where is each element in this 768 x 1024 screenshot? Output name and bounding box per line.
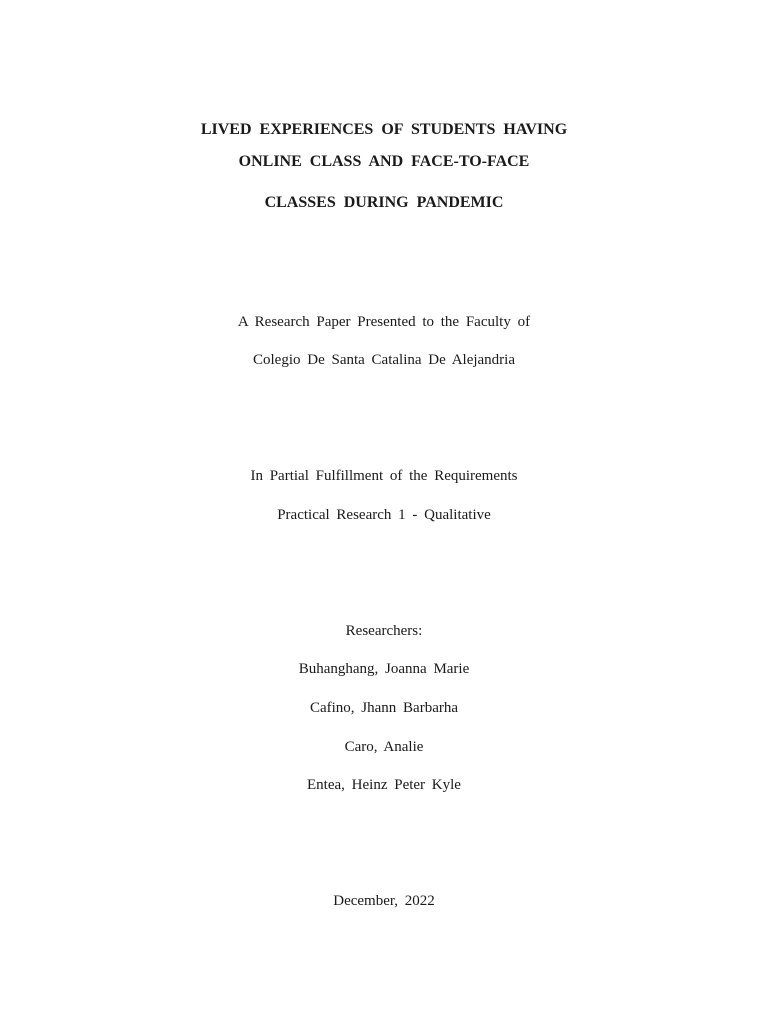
presentation-line-2: Colegio De Santa Catalina De Alejandria — [252, 352, 515, 368]
fulfillment-line-2: Practical Research 1 - Qualitative — [277, 507, 491, 523]
researcher-name: Cafino, Jhann Barbarha — [309, 700, 459, 716]
date: December, 2022 — [333, 893, 435, 909]
researcher-name: Caro, Analie — [344, 739, 424, 755]
title-line-2: ONLINE CLASS AND FACE-TO-FACE — [238, 153, 530, 170]
presentation-line-1: A Research Paper Presented to the Faculty of — [237, 314, 531, 330]
title-line-3: CLASSES DURING PANDEMIC — [264, 194, 504, 211]
researchers-heading: Researchers: — [345, 623, 423, 639]
researcher-name: Buhanghang, Joanna Marie — [298, 661, 470, 677]
fulfillment-line-1: In Partial Fulfillment of the Requirements — [250, 468, 518, 484]
title-line-1: LIVED EXPERIENCES OF STUDENTS HAVING — [200, 121, 568, 138]
researcher-name: Entea, Heinz Peter Kyle — [307, 777, 461, 793]
